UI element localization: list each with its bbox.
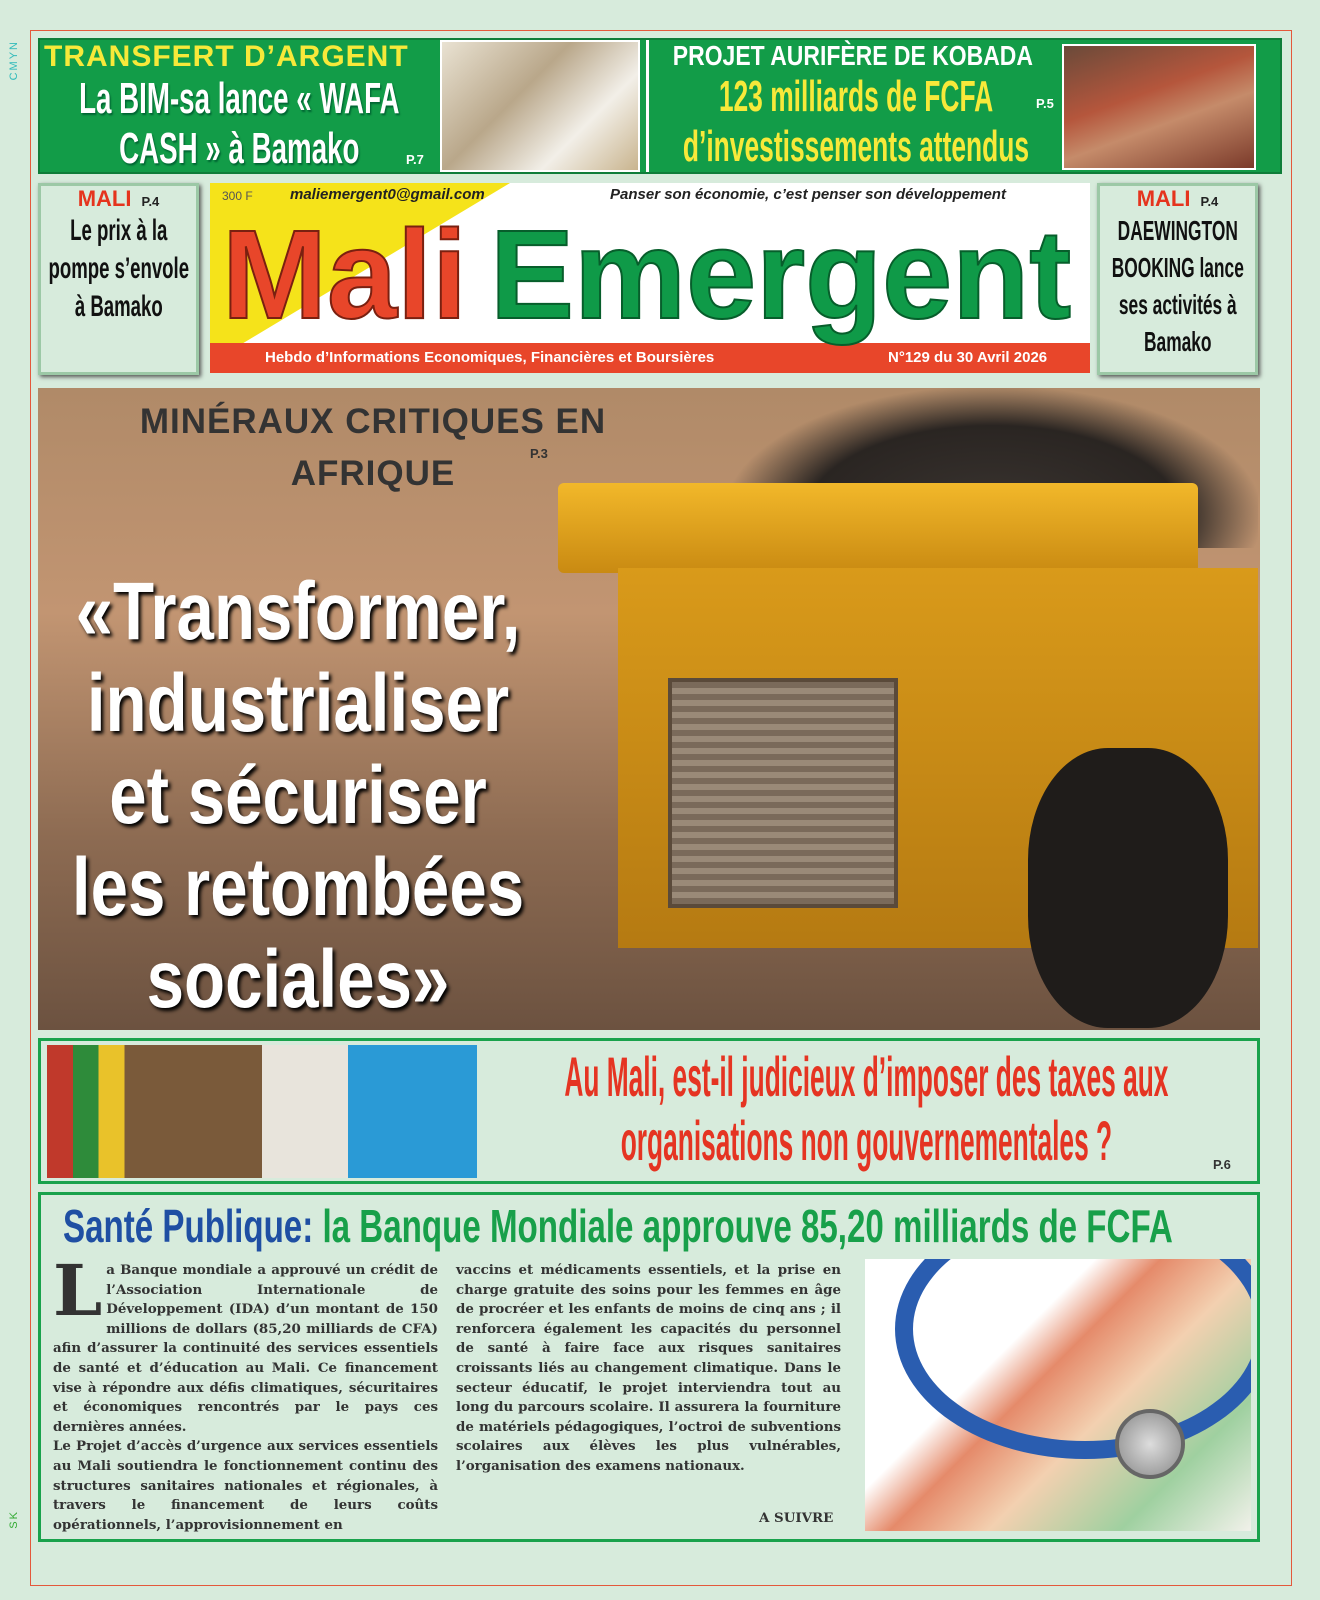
print-marks-bottom: SK [8,1510,20,1529]
side-left-tag: MALI [77,186,132,211]
banner-left-story[interactable] [44,40,436,174]
article-column-1 [53,1249,438,1535]
to-be-continued: A SUIVRE [759,1510,834,1526]
email: maliemergent0@gmail.com [290,186,485,203]
masthead [210,183,1090,373]
hero-kicker-line-1: MINÉRAUX CRITIQUES EN [139,402,607,441]
banner-left-page: P.7 [406,152,424,167]
hero-quote [38,566,585,1026]
stethoscope-money-photo [865,1259,1251,1531]
side-left-page: P.4 [141,194,160,209]
banner-left-title: La BIM-sa lance « WAFA CASH » à Bamako [79,74,400,173]
side-left-text: Le prix à la pompe s’envole à Bamako [48,214,189,323]
price: 300 F [222,189,253,203]
issue-number: N°129 du 30 Avril 2026 [888,349,1048,366]
mine-site-photo [1062,44,1256,170]
ngo-headline-line-1: Au Mali, est-il judicieux d’imposer des taxes aux [564,1045,1169,1108]
side-story-left[interactable] [38,183,199,375]
hero-quote-line: sociales» [146,934,450,1025]
truck-wheel [1028,748,1228,1028]
banner-right-title-2: d’investissements attendus [682,122,1030,171]
hero-page: P.3 [530,446,548,461]
banner-right-kicker: PROJET AURIFÈRE DE KOBADA [672,40,1033,71]
hero-quote-line: industrialiser [86,658,510,749]
health-headline-blue: Santé Publique: [63,1200,314,1252]
hero-quote-line: les retombées [71,842,525,933]
article-paragraph: Le Projet d’accès d’urgence aux services essentiels au Mali soutiendra le fonctionnement continu des structures sanitaires nationales et régionales, à travers le financement de leurs coûts opérationnels, l’approvisionnement en [53,1438,438,1533]
banner-right-story[interactable] [652,40,1060,171]
officials-photo [47,1045,477,1178]
banner-left-kicker: TRANSFERT D’ARGENT [44,40,409,73]
side-right-page: P.4 [1200,194,1219,209]
stethoscope-tube [895,1259,1251,1459]
stethoscope-head [1115,1409,1185,1479]
print-marks-top: CMYN [8,40,20,81]
ngo-headline-line-2: organisations non gouvernementales ? [620,1109,1113,1172]
banner-right-title-1: 123 milliards de FCFA [718,72,994,121]
drop-cap: L [53,1249,103,1332]
hero-quote-line: et sécuriser [109,750,487,841]
truck-bed [558,483,1198,573]
ngo-story[interactable] [38,1038,1260,1184]
health-headline-green: la Banque Mondiale approuve 85,20 milliards de FCFA [322,1200,1173,1252]
side-right-text: DAEWINGTON BOOKING lance ses activités à Bamako [1111,215,1244,357]
hero-photo[interactable] [38,388,1260,1030]
top-banner [38,38,1282,174]
masthead-name-mali: Mali [222,204,468,345]
health-headline [63,1199,1173,1253]
side-story-right[interactable] [1097,183,1258,375]
ngo-headline [481,1045,1252,1173]
masthead-subtitle: Hebdo d’Informations Economiques, Financières et Boursières [265,349,715,366]
hero-kicker [93,396,653,500]
ngo-page: P.6 [1213,1157,1231,1172]
side-right-tag: MALI [1136,186,1191,211]
article-paragraph: vaccins et médicaments essentiels, et la prise en charge gratuite des soins pour les femmes en âge de procréer et les enfants de moins de cinq ans ; il renforcera également les capacités du personnel de santé à faire face aux risques sanitaires croissants liés au changement climatique. Dans le secteur éducatif, le projet interviendra tout au long du parcours scolaire. Il assurera la fourniture de matériels pédagogiques, l’octroi de subventions scolaires aux élèves les plus vulnérables, l’organisation des examens nationaux. [456,1262,841,1474]
ceremony-photo [440,40,640,172]
health-story[interactable] [38,1192,1260,1542]
hero-kicker-line-2: AFRIQUE [290,454,456,493]
masthead-name-emergent: Emergent [490,204,1072,345]
hero-quote-line: «Transformer, [75,566,521,657]
article-paragraph: a Banque mondiale a approuvé un crédit de l’Association Internationale de Développement (IDA) d’un montant de 150 millions de dollars (85,20 milliards de CFA) afin d’assurer la continuité des services essentiels de santé et d’éducation au Mali. Ce financement vise à répondre aux défis climatiques, sécuritaires et économiques rencontrés par le pays ces dernières années. [53,1262,438,1435]
slogan: Panser son économie, c’est penser son développement [610,186,1006,203]
truck-grille [668,678,898,908]
banner-right-page: P.5 [1036,96,1054,111]
article-column-2 [456,1261,841,1477]
banner-divider [646,40,649,172]
